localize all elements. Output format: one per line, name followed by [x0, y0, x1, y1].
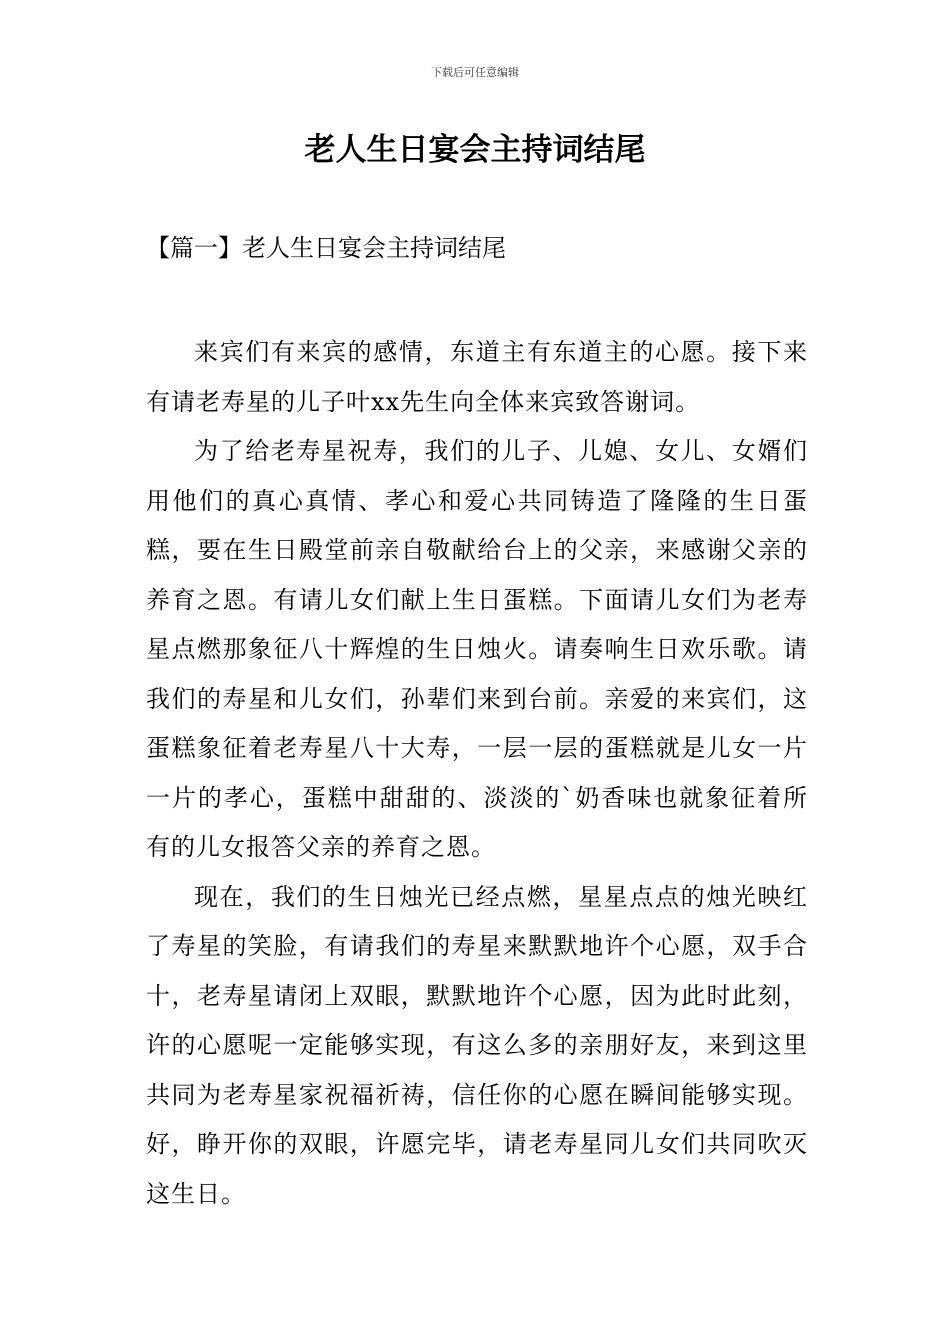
paragraph-1: 来宾们有来宾的感情，东道主有东道主的心愿。接下来有请老寿星的儿子叶xx先生向全体来宾致答谢词。 [146, 338, 808, 416]
paragraph-3: 现在，我们的生日烛光已经点燃，星星点点的烛光映红了寿星的笑脸，有请我们的寿星来默默地许个心愿，双手合十，老寿星请闭上双眼，默默地许个心愿，因为此时此刻，许的心愿呢一定能够实现，有这么多的亲朋好友，来到这里共同为老寿星家祝福祈祷，信任你的心愿在瞬间能够实现。好，睁开你的双眼，许愿完毕，请老寿星同儿女们共同吹灭这生日。 [146, 882, 808, 1208]
page-title: 老人生日宴会主持词结尾 [304, 132, 646, 168]
paragraph-2: 为了给老寿星祝寿，我们的儿子、儿媳、女儿、女婿们用他们的真心真情、孝心和爱心共同铸造了隆隆的生日蛋糕，要在生日殿堂前亲自敬献给台上的父亲，来感谢父亲的养育之恩。有请儿女们献上生日蛋糕。下面请儿女们为老寿星点燃那象征八十辉煌的生日烛火。请奏响生日欢乐歌。请我们的寿星和儿女们，孙辈们来到台前。亲爱的来宾们，这蛋糕象征着老寿星八十大寿，一层一层的蛋糕就是儿女一片一片的孝心，蛋糕中甜甜的、淡淡的`奶香味也就象征着所有的儿女报答父亲的养育之恩。 [146, 437, 808, 861]
header-note: 下载后可任意编辑 [431, 66, 519, 79]
section-heading: 【篇一】老人生日宴会主持词结尾 [146, 234, 506, 262]
body-text [146, 328, 808, 1219]
